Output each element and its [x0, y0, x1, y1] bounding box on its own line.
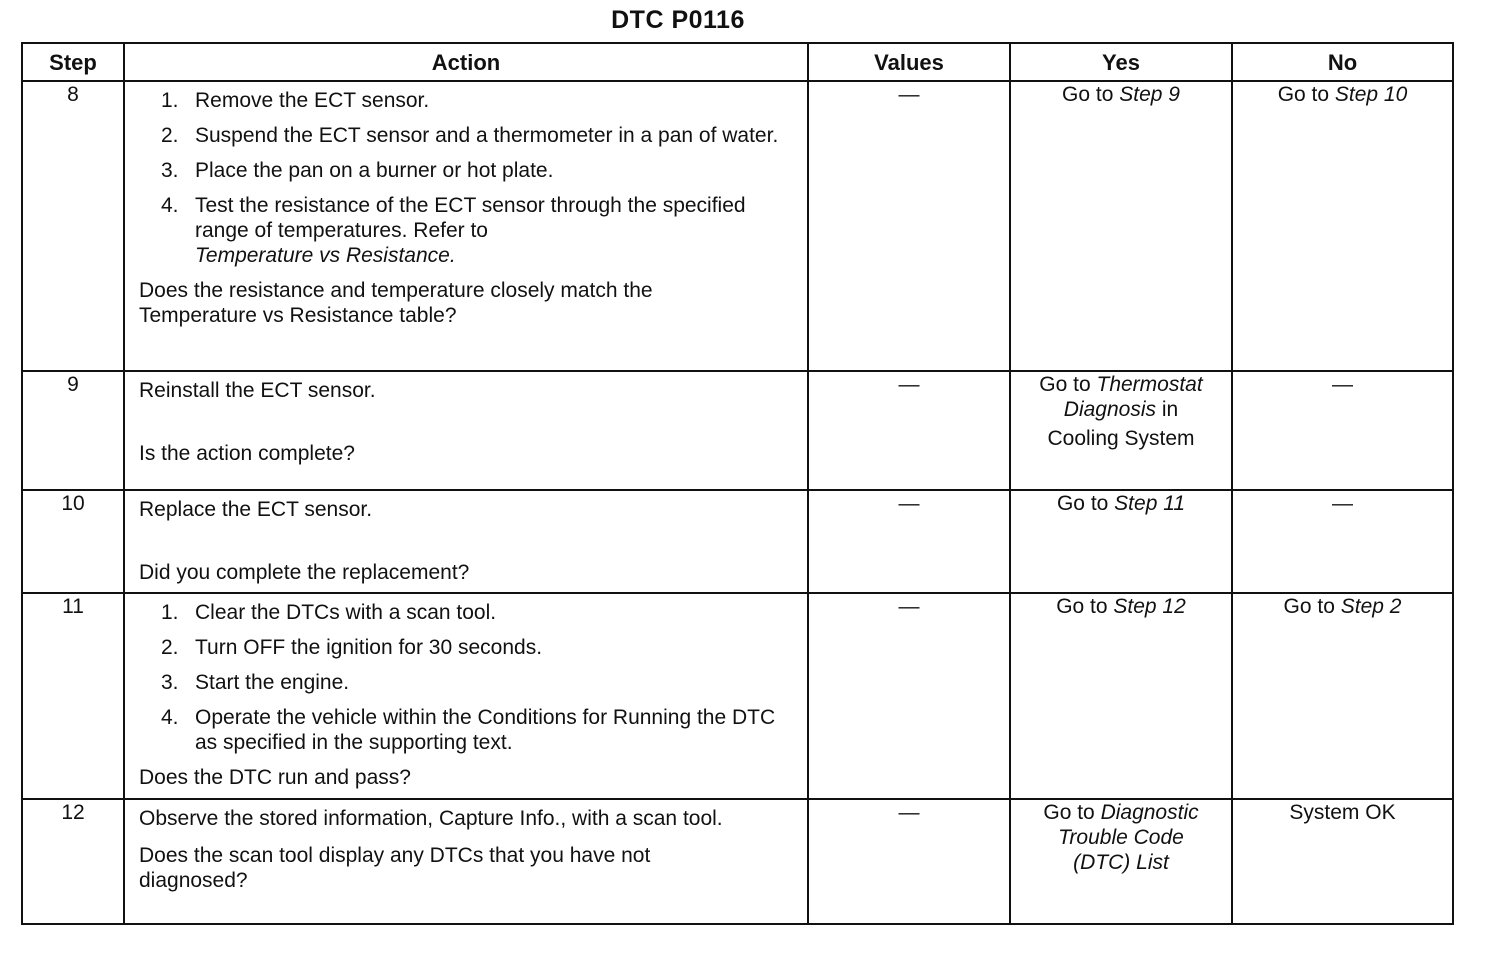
list-item: 4. Test the resistance of the ECT sensor through the specified range of temperatures. Refer to Temperature vs Resistance. — [161, 194, 746, 267]
header-no: No — [1232, 43, 1453, 81]
yes-cell: Go to Diagnostic Trouble Code (DTC) List — [1010, 799, 1232, 924]
page-title: DTC P0116 — [611, 6, 745, 34]
step-number: 12 — [22, 799, 124, 924]
diagnostic-table — [21, 42, 1454, 925]
table-row-step-12 — [22, 799, 1453, 924]
table-row-step-8 — [22, 81, 1453, 371]
action-question: Does the scan tool display any DTCs that you have not diagnosed? — [139, 844, 651, 892]
no-cell: Go to Step 10 — [1232, 81, 1453, 371]
list-item: 2. Turn OFF the ignition for 30 seconds. — [161, 636, 543, 659]
action-question: Did you complete the replacement? — [139, 561, 470, 584]
table-header-row — [22, 43, 1453, 81]
header-values: Values — [808, 43, 1010, 81]
yes-cell: Go to Step 9 — [1010, 81, 1232, 371]
action-cell — [124, 799, 808, 924]
list-item: 3. Start the engine. — [161, 671, 350, 694]
action-cell — [124, 371, 808, 490]
step-number: 8 — [22, 81, 124, 371]
step-number: 11 — [22, 593, 124, 799]
list-item: 2. Suspend the ECT sensor and a thermometer in a pan of water. — [161, 124, 779, 147]
action-cell — [124, 81, 808, 371]
values-cell: — — [808, 593, 1010, 799]
list-item: 1. Remove the ECT sensor. — [161, 89, 430, 112]
yes-cell: Go to Thermostat Diagnosis in Cooling System — [1010, 371, 1232, 490]
values-cell: — — [808, 799, 1010, 924]
action-cell — [124, 593, 808, 799]
action-cell — [124, 490, 808, 593]
list-item: 4. Operate the vehicle within the Conditions for Running the DTC as specified in the supporting text. — [161, 706, 776, 754]
step-number: 10 — [22, 490, 124, 593]
action-question: Is the action complete? — [139, 442, 355, 465]
action-text: Observe the stored information, Capture Info., with a scan tool. — [139, 807, 723, 830]
values-cell: — — [808, 371, 1010, 490]
table-row-step-10 — [22, 490, 1453, 593]
list-item: 1. Clear the DTCs with a scan tool. — [161, 601, 497, 624]
action-text: Reinstall the ECT sensor. — [139, 379, 376, 402]
no-cell: Go to Step 2 — [1232, 593, 1453, 799]
action-text: Replace the ECT sensor. — [139, 498, 373, 521]
action-question: Does the resistance and temperature closely match the Temperature vs Resistance table? — [139, 279, 653, 327]
action-list — [139, 600, 799, 755]
no-cell: — — [1232, 490, 1453, 593]
header-action: Action — [124, 43, 808, 81]
table-row-step-11 — [22, 593, 1453, 799]
no-cell: — — [1232, 371, 1453, 490]
header-step: Step — [22, 43, 124, 81]
list-item: 3. Place the pan on a burner or hot plate. — [161, 159, 554, 182]
yes-cell: Go to Step 11 — [1010, 490, 1232, 593]
values-cell: — — [808, 490, 1010, 593]
table-row-step-9 — [22, 371, 1453, 490]
action-question: Does the DTC run and pass? — [139, 766, 411, 789]
no-cell: System OK — [1232, 799, 1453, 924]
header-yes: Yes — [1010, 43, 1232, 81]
values-cell: — — [808, 81, 1010, 371]
yes-cell: Go to Step 12 — [1010, 593, 1232, 799]
step-number: 9 — [22, 371, 124, 490]
action-list — [139, 88, 799, 268]
